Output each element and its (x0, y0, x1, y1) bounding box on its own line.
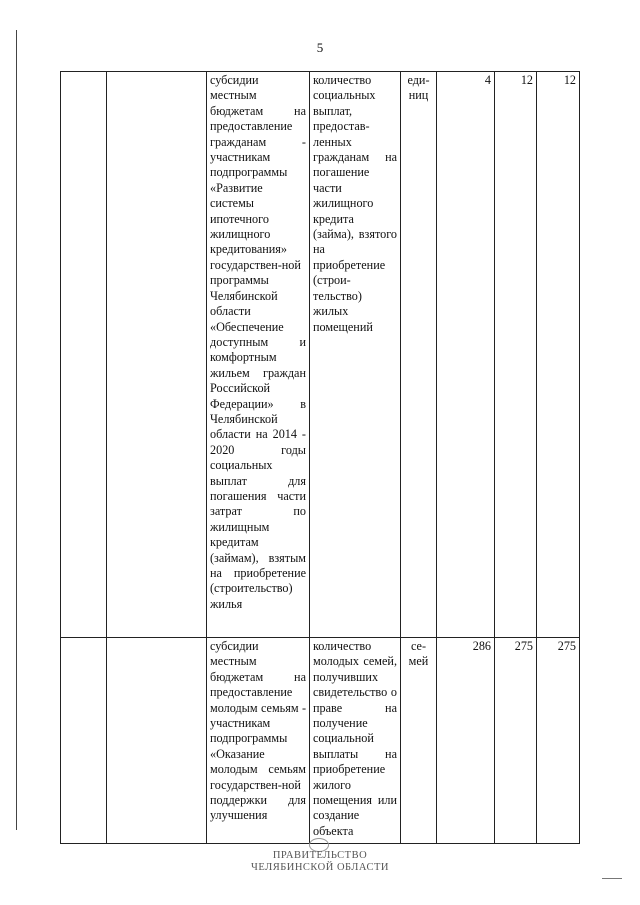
subsidy-description: субсидии местным бюджетам на предоставление молодым семьям - участникам подпрограммы «Оказание молодым семьям государствен-ной поддержки для улучшения (207, 638, 310, 844)
official-stamp (0, 850, 640, 874)
value-cell: 275 (537, 638, 580, 844)
unit-cell: еди-ниц (401, 72, 437, 638)
table-row (61, 72, 580, 638)
stamp-line: ПРАВИТЕЛЬСТВО (272, 850, 368, 861)
indicator-description: количество молодых семей, получивших свидетельство о праве на получение социальной выплаты на приобретение жилого помещения или создание объекта (310, 638, 401, 844)
stamp-line: ЧЕЛЯБИНСКОЙ ОБЛАСТИ (251, 862, 389, 873)
unit-cell: се-мей (401, 638, 437, 844)
page-margin-line (16, 30, 17, 830)
value-cell: 12 (537, 72, 580, 638)
table-cell (61, 638, 107, 844)
value-cell: 4 (437, 72, 495, 638)
table-cell (61, 72, 107, 638)
value-cell: 12 (495, 72, 537, 638)
subsidy-description: субсидии местным бюджетам на предоставление гражданам - участникам подпрограммы «Развитие системы ипотечного жилищного кредитования» государствен-ной программы Челябинской области «Обеспечение доступным и комфортным жильем граждан Российской Федерации» в Челябинской области на 2014 - 2020 годы социальных выплат для погашения части затрат по жилищным кредитам (займам), взятым на приобретение (строительство) жилья (207, 72, 310, 638)
table-cell (107, 638, 207, 844)
table-row (61, 638, 580, 844)
page-number: 5 (316, 40, 324, 55)
value-cell: 286 (437, 638, 495, 844)
value-cell: 275 (495, 638, 537, 844)
data-table (60, 71, 580, 844)
indicator-description: количество социальных выплат, предостав-ленных гражданам на погашение части жилищного кредита (займа), взятого на приобретение (строи-тельство) жилых помещений (310, 72, 401, 638)
page-edge-mark (602, 878, 622, 879)
table-cell (107, 72, 207, 638)
